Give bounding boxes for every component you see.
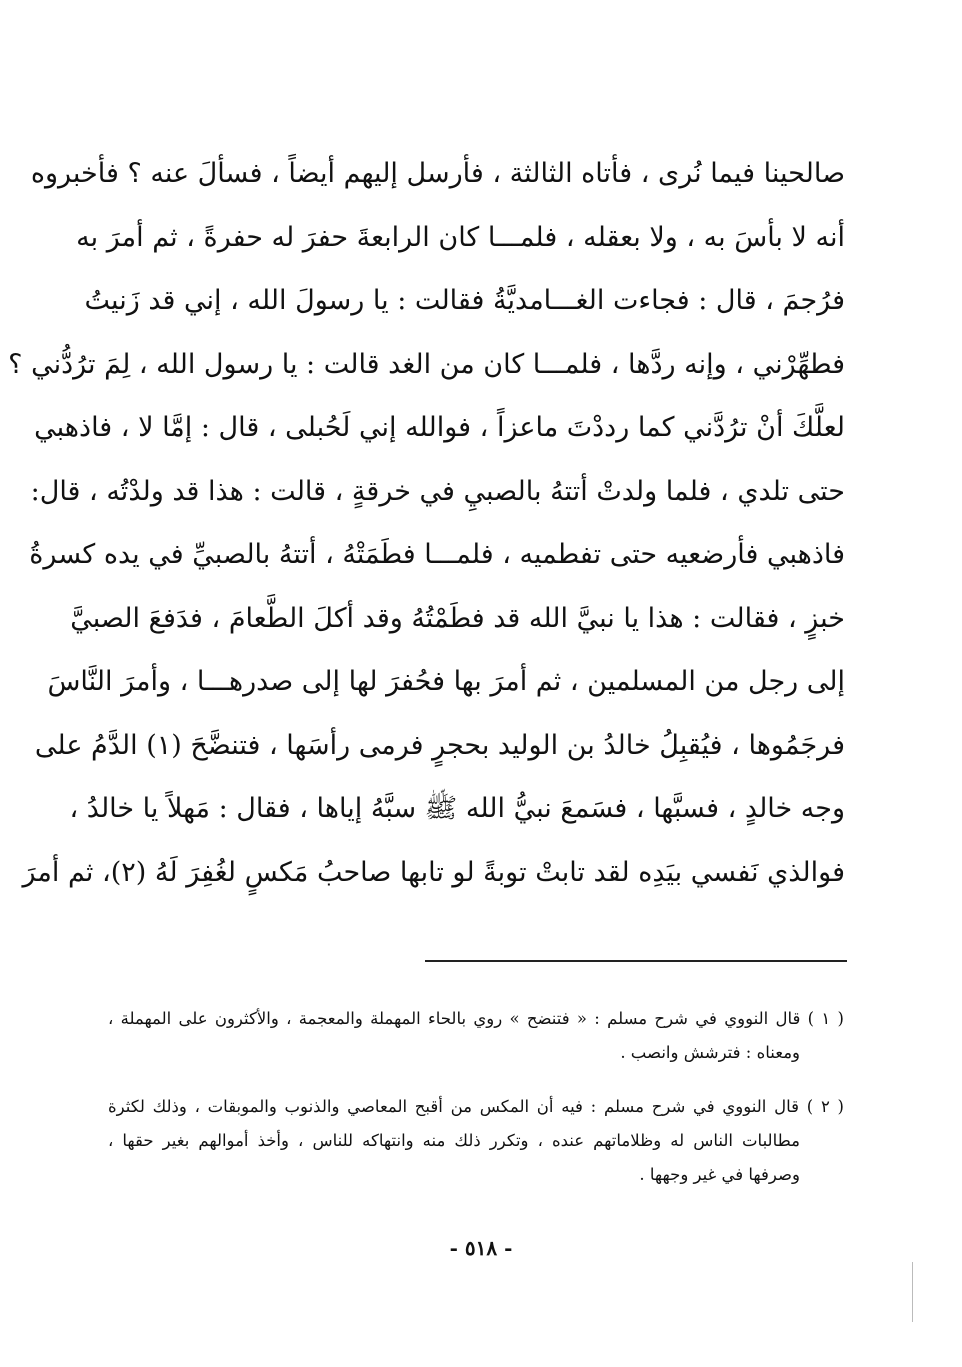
text-line: لعلَّكَ أنْ ترُدَّني كما رددْتَ ماعزاً ، فوالله إني لَحُبلى ، قال : إمَّا لا ، فاذهبي <box>34 412 845 443</box>
footnote-line: وصرفها في غير وجهها . <box>639 1165 800 1184</box>
text-line: فرجَمُوها ، فيُقبِلُ خالدُ بن الوليد بحجرٍ فرمى رأسَها ، فتنضَّحَ (١) الدَّمُ على <box>34 729 845 761</box>
text-line: فاذهبي فأرضعيه حتى تفطميه ، فلمـــا فطَمَتْهُ ، أتتهُ بالصبيِّ في يده كسرةُ <box>29 539 845 570</box>
text-line: أنه لا بأسَ به ، ولا بعقله ، فلمـــا كان الرابعةَ حفرَ له حفرةً ، ثم أمرَ به <box>76 221 845 253</box>
text-line: وجه خالدٍ ، فسبَّها ، فسَمعَ نبيُّ الله ﷺ سبَّهُ إياها ، فقال : مَهلاً يا خالدُ ، <box>69 793 845 824</box>
text-line: إلى رجل من المسلمين ، ثم أمرَ بها فحُفرَ لها إلى صدرهـــا ، وأمرَ النَّاسَ <box>47 666 845 697</box>
footnotes <box>108 1002 844 1192</box>
footnote-line: مطالبات الناس له وظلاماتهم عنده ، وتكرر ذلك منه وانتهاكه للناس ، وأخذ أموالهم بغير حقها ، <box>108 1131 800 1150</box>
footnote-line: ومعناه : فترشش وانصب . <box>620 1043 800 1062</box>
text-line: فرُجمَ ، قال : فجاءت الغـــامديَّةُ فقالت : يا رسولَ الله ، إني قد زَنيتُ <box>84 285 845 316</box>
footnote-line: ( ١ ) قال النووي في شرح مسلم : « فتنضح » روي بالحاء المهملة والمعجمة ، والأكثرون على المهملة ، <box>108 1009 844 1028</box>
text-line: خبزٍ ، فقالت : هذا يا نبيَّ الله قد فطَمْتُهُ وقد أكلَ الطَّعامَ ، فدَفعَ الصبيَّ <box>70 602 845 634</box>
text-line: فوالذي نَفسي بيَدِه لقد تابتْ توبةً لو تابها صاحبُ مَكسٍ لغُفِرَ لَهُ (٢)، ثم أمرَ <box>22 856 845 888</box>
main-text <box>8 142 845 904</box>
footnote-line: ( ٢ ) قال النووي في شرح مسلم : فيه أن المكس من أقبح المعاصي والذنوب والموبقات ، وذلك لكثرة <box>108 1097 844 1116</box>
page-number: - ٥١٨ - <box>449 1236 513 1260</box>
text-line: حتى تلدي ، فلما ولدتْ أتتهُ بالصبيِ في خرقةٍ ، قالت : هذا قد ولدْتُه ، قال: <box>30 475 845 507</box>
footnote-2 <box>108 1090 844 1192</box>
scan-edge-mark <box>912 1262 913 1322</box>
text-line: فطهِّرْني ، وإنه ردَّها ، فلمـــا كان من الغد قالت : يا رسول الله ، لِمَ ترُدُّني ؟ <box>8 348 845 380</box>
footnote-divider <box>425 960 847 962</box>
text-line: صالحينا فيما نُرى ، فأتاه الثالثة ، فأرسل إليهم أيضاً ، فسألَ عنه ؟ فأخبروه <box>30 158 845 189</box>
footnote-1 <box>108 1002 844 1070</box>
